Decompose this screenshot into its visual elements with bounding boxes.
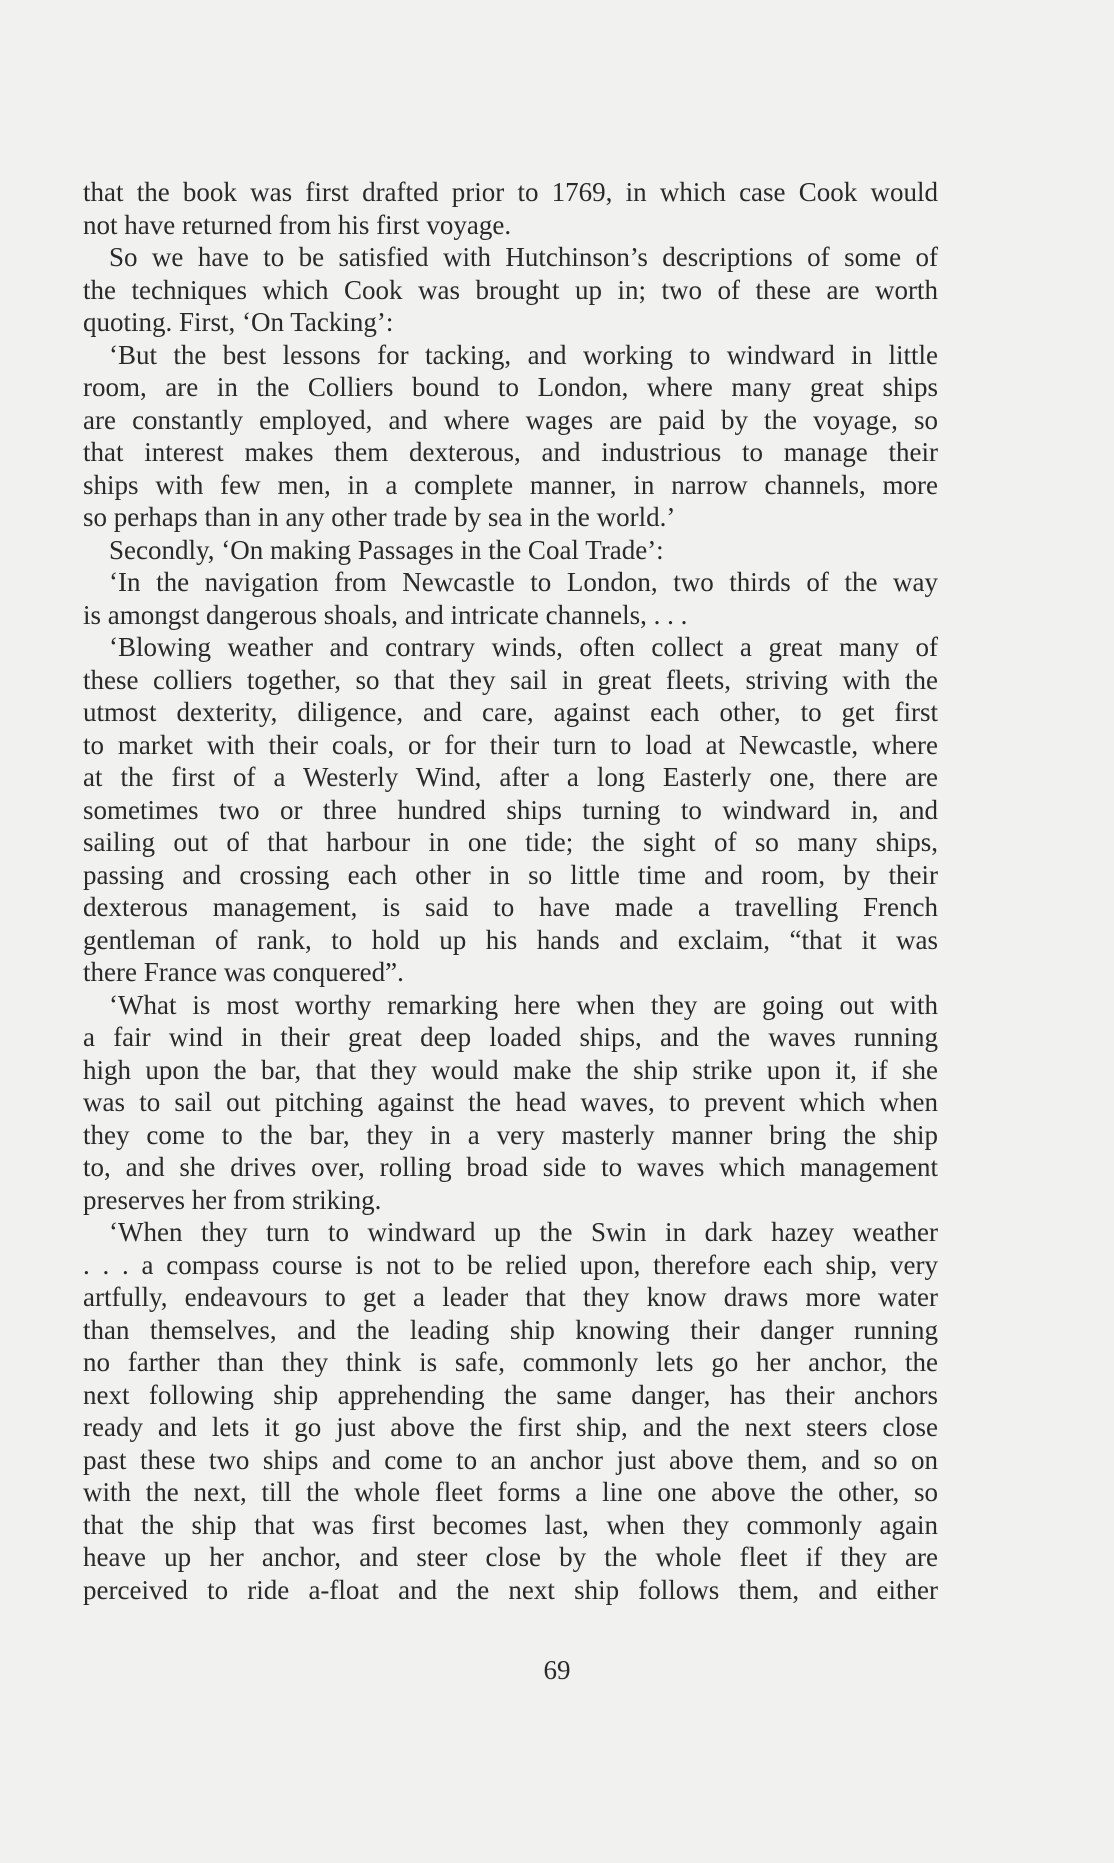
text-line: was to sail out pitching against the head waves, to prevent which when (83, 1087, 938, 1117)
text-line: heave up her anchor, and steer close by the whole fleet if they are (83, 1542, 938, 1572)
text-line: ships with few men, in a complete manner, in narrow channels, more (83, 469, 938, 500)
text-line: next following ship apprehending the same danger, has their anchors (83, 1379, 938, 1410)
text-line: passing and crossing each other in so little time and room, by their (83, 859, 938, 890)
text-line: to market with their coals, or for their turn to load at Newcastle, where (83, 729, 938, 760)
text-line: ‘What is most worthy remarking here when they are going out with (109, 989, 938, 1020)
text-line: no farther than they think is safe, commonly lets go her anchor, the (83, 1347, 938, 1377)
text-line: that the book was first drafted prior to 1769, in which case Cook would (83, 177, 938, 207)
text-line: ‘In the navigation from Newcastle to London, two thirds of the way (109, 567, 938, 597)
text-line: dexterous management, is said to have made a travelling French (83, 892, 938, 922)
text-line: not have returned from his first voyage. (83, 209, 512, 240)
text-line: ready and lets it go just above the first ship, and the next steers close (83, 1412, 938, 1442)
text-line: room, are in the Colliers bound to London, where many great ships (83, 372, 938, 402)
text-line: a fair wind in their great deep loaded ships, and the waves running (83, 1022, 938, 1052)
text-line: ‘But the best lessons for tacking, and working to windward in little (109, 339, 938, 370)
text-line: are constantly employed, and where wages are paid by the voyage, so (83, 404, 938, 435)
text-line: ‘Blowing weather and contrary winds, often collect a great many of (109, 632, 938, 662)
text-line: perceived to ride a-float and the next ship follows them, and either (83, 1574, 938, 1605)
text-line: preserves her from striking. (83, 1184, 382, 1215)
page-body-text (83, 176, 938, 1606)
text-line: there France was conquered”. (83, 957, 404, 987)
text-line: with the next, till the whole fleet forms a line one above the other, so (83, 1477, 938, 1507)
text-line: Secondly, ‘On making Passages in the Coal Trade’: (109, 534, 664, 565)
text-line: the techniques which Cook was brought up in; two of these are worth (83, 274, 938, 305)
text-line: is amongst dangerous shoals, and intricate channels, . . . (83, 599, 688, 630)
text-line: than themselves, and the leading ship knowing their danger running (83, 1314, 938, 1345)
text-line: past these two ships and come to an anchor just above them, and so on (83, 1444, 938, 1475)
text-line: high upon the bar, that they would make the ship strike upon it, if she (83, 1054, 938, 1085)
text-line: these colliers together, so that they sail in great fleets, striving with the (83, 664, 938, 695)
text-line: gentleman of rank, to hold up his hands and exclaim, “that it was (83, 924, 938, 955)
text-line: that interest makes them dexterous, and industrious to manage their (83, 437, 938, 467)
text-line: artfully, endeavours to get a leader that they know draws more water (83, 1282, 938, 1312)
text-line: that the ship that was first becomes last, when they commonly again (83, 1509, 938, 1540)
text-line: at the first of a Westerly Wind, after a long Easterly one, there are (83, 762, 938, 792)
text-line: . . . a compass course is not to be relied upon, therefore each ship, very (83, 1249, 938, 1280)
text-line: utmost dexterity, diligence, and care, against each other, to get first (83, 697, 938, 727)
text-line: quoting. First, ‘On Tacking’: (83, 307, 394, 337)
text-line: they come to the bar, they in a very masterly manner bring the ship (83, 1119, 938, 1150)
text-line: to, and she drives over, rolling broad side to waves which management (83, 1152, 938, 1182)
text-line: ‘When they turn to windward up the Swin in dark hazey weather (109, 1217, 938, 1247)
page-number: 69 (543, 1655, 571, 1685)
text-line: So we have to be satisfied with Hutchinson’s descriptions of some of (109, 242, 938, 272)
text-line: so perhaps than in any other trade by sea in the world.’ (83, 502, 676, 532)
text-line: sometimes two or three hundred ships turning to windward in, and (83, 794, 938, 825)
text-line: sailing out of that harbour in one tide; the sight of so many ships, (83, 827, 938, 857)
